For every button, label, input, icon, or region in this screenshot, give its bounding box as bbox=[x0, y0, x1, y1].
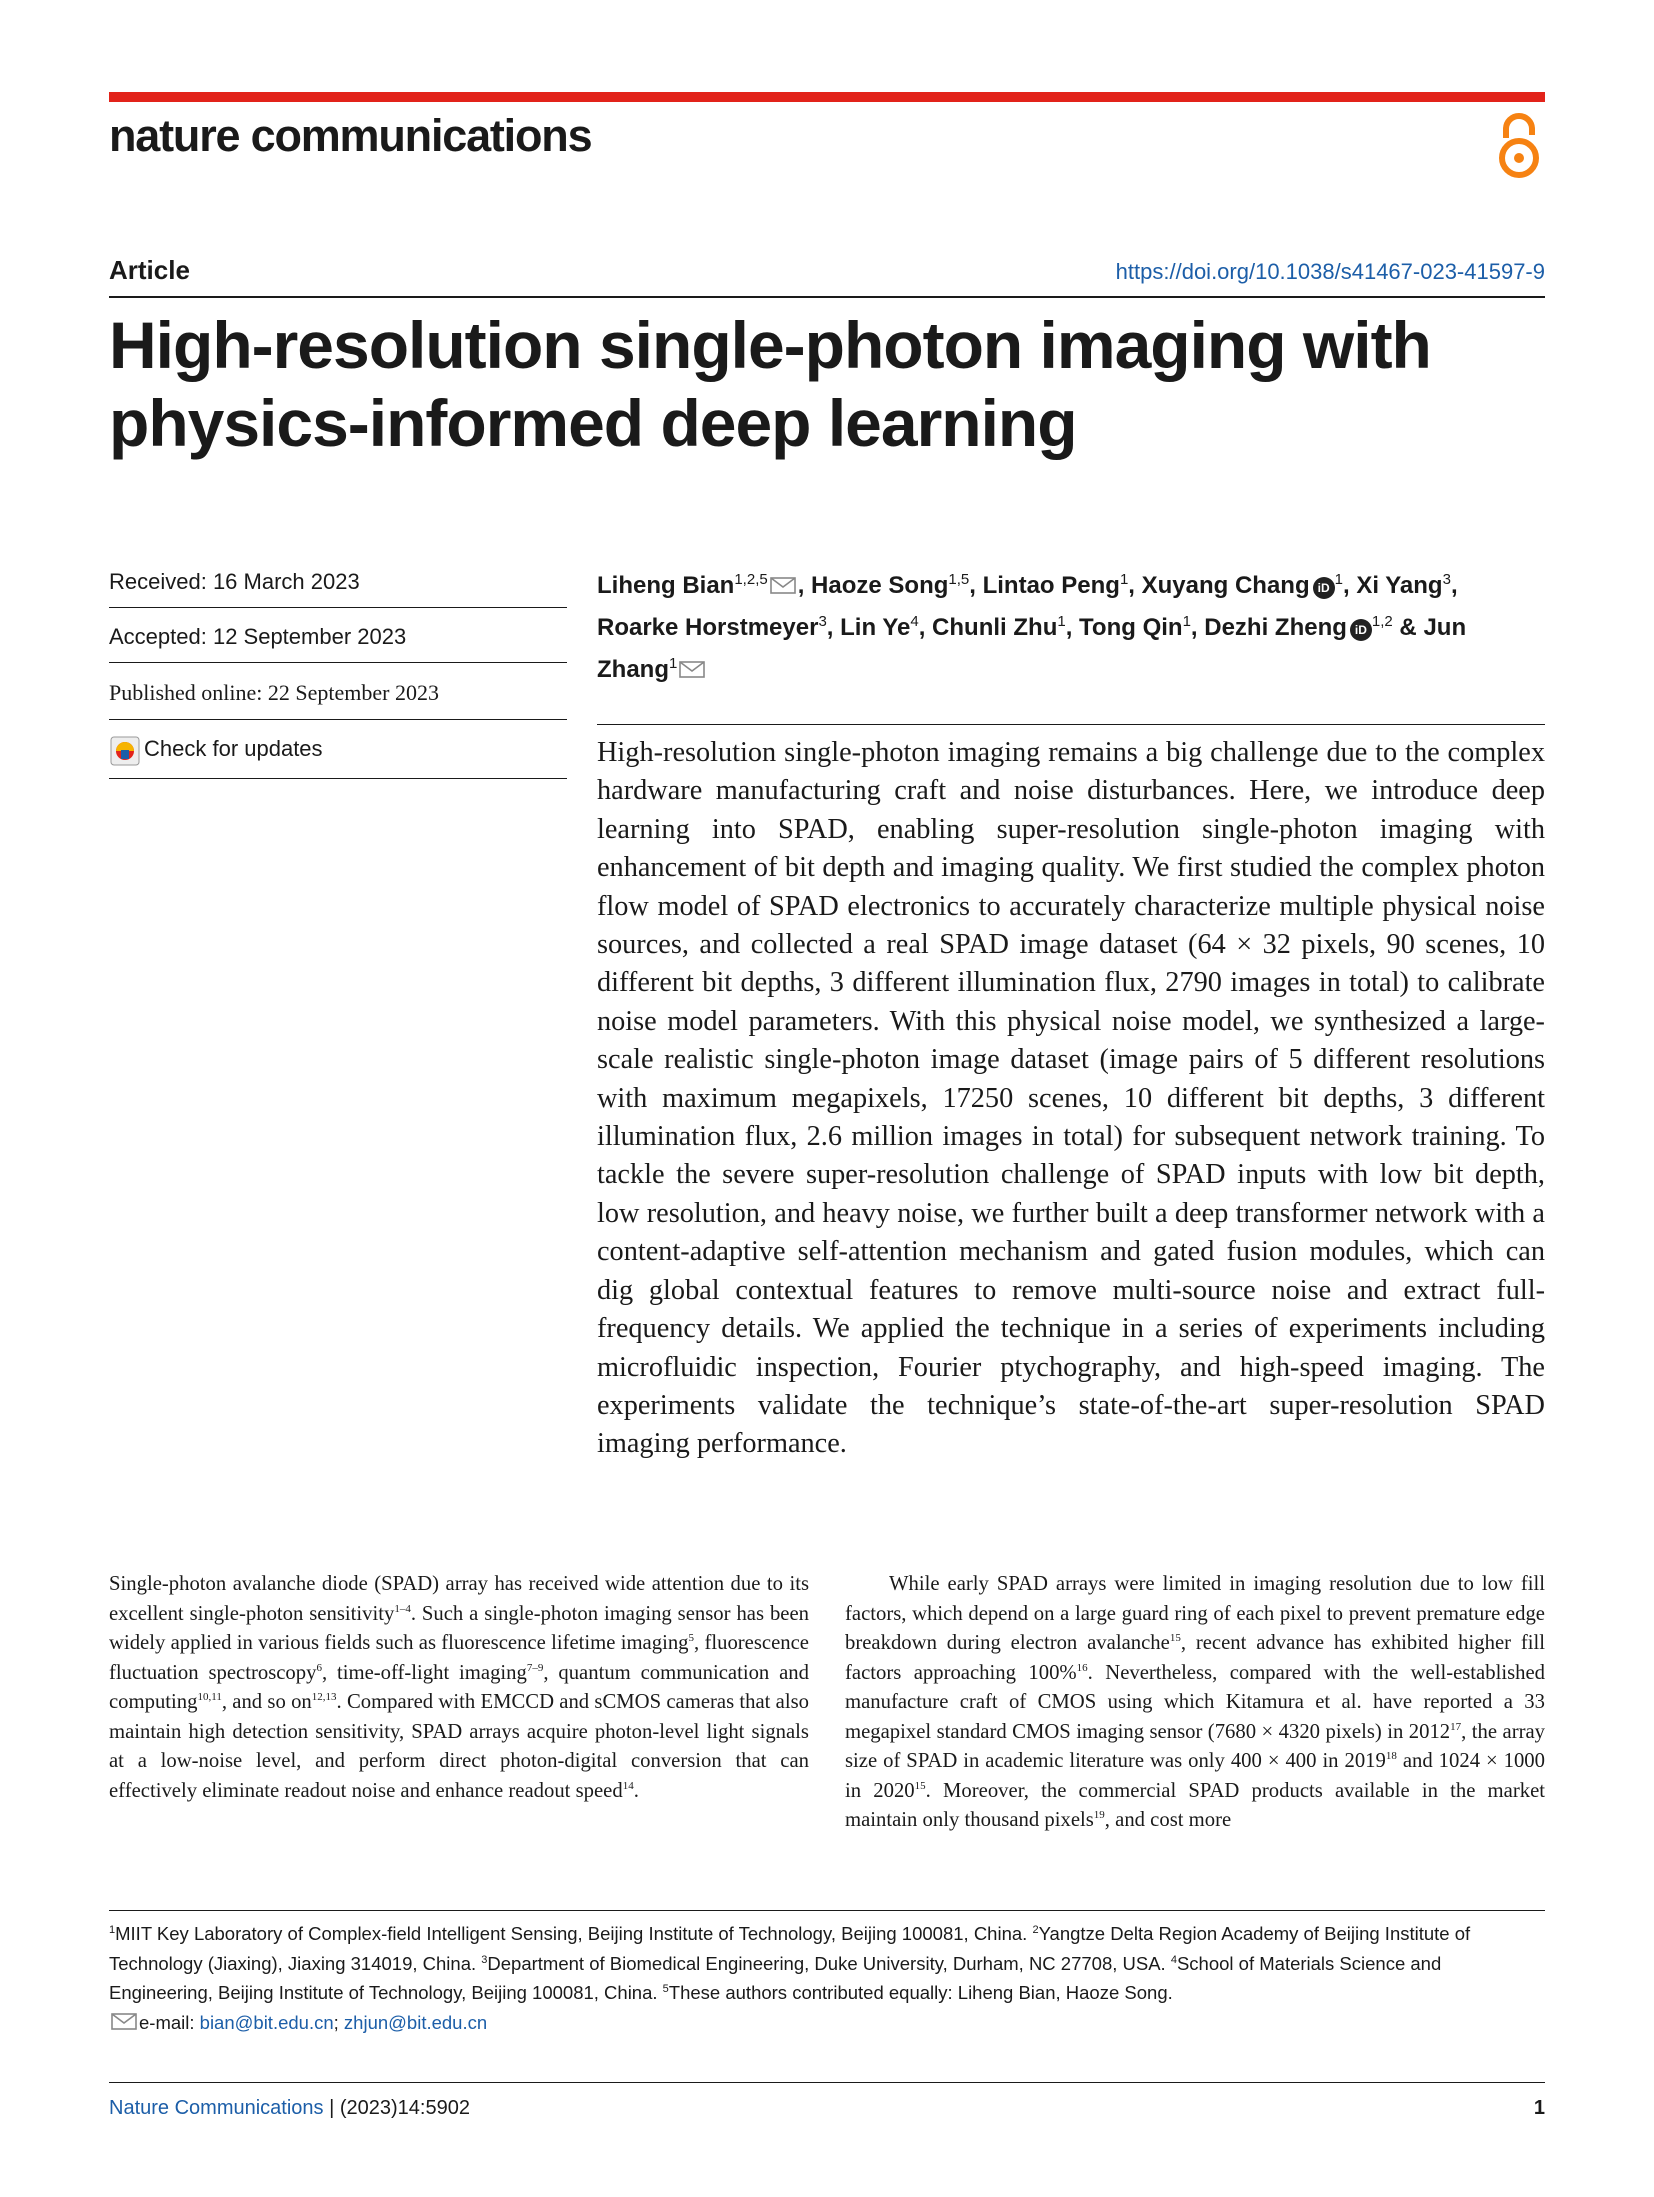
body-text: . Compared with EMCCD and sCMOS cameras that also maintain high detection sensitivity, SPAD arrays acquire photon-level light signals at a low-noise level, and perform direct photon-digital conversion that can effectively eliminate readout noise and enhance readout speed bbox=[109, 1691, 809, 1802]
meta-rule bbox=[109, 662, 567, 663]
title-line-2: physics-informed deep learning bbox=[109, 386, 1077, 460]
meta-rule bbox=[109, 607, 567, 608]
affiliation-text: These authors contributed equally: Liheng Bian, Haoze Song. bbox=[668, 1982, 1173, 2003]
email-separator: ; bbox=[333, 2011, 344, 2033]
body-text: . Nevertheless, compared with the well-established manufacture craft of CMOS using which Kitamura et al. have reported a 33 megapixel standard CMOS imaging sensor (7680 × 4320 pixels) in 2012 bbox=[845, 1661, 1546, 1743]
author-name: , Tong Qin bbox=[1065, 614, 1183, 641]
affiliation-number: 5 bbox=[662, 1982, 669, 1995]
affiliation-text: Department of Biomedical Engineering, Duke University, Durham, NC 27708, USA. bbox=[487, 1952, 1171, 1974]
author-name: , Lin Ye bbox=[826, 614, 911, 641]
email-label: e-mail: bbox=[139, 2011, 200, 2033]
mail-icon[interactable] bbox=[770, 577, 796, 594]
citation-ref[interactable]: 15 bbox=[1169, 1632, 1181, 1645]
body-text: , recent advance has exhibited higher fill factors approaching 100% bbox=[845, 1632, 1546, 1684]
email-link[interactable]: zhjun@bit.edu.cn bbox=[343, 2011, 488, 2033]
body-text: . Such a single-photon imaging sensor has been widely applied in various fields such as fluorescence lifetime imaging bbox=[109, 1602, 809, 1654]
citation-ref[interactable]: 19 bbox=[1093, 1809, 1105, 1822]
open-access-icon[interactable] bbox=[1494, 112, 1544, 182]
body-column-right bbox=[845, 1570, 1545, 1836]
affiliation-ref: 3 bbox=[1442, 571, 1451, 588]
citation-ref[interactable]: 12,13 bbox=[311, 1691, 337, 1704]
citation-ref[interactable]: 14 bbox=[622, 1779, 634, 1792]
body-column-left bbox=[109, 1570, 809, 1806]
body-text: , time-off-light imaging bbox=[321, 1661, 527, 1684]
affiliation-text: Yangtze Delta Region Academy of Beijing Institute of Technology (Jiaxing), Jiaxing 314019, China. bbox=[109, 1923, 1471, 1974]
citation-ref[interactable]: 6 bbox=[316, 1661, 322, 1674]
published-date: Published online: 22 September 2023 bbox=[109, 680, 439, 705]
author-name: , Chunli Zhu bbox=[918, 614, 1058, 641]
body-text: , and cost more bbox=[1104, 1809, 1232, 1831]
author-name: , Haoze Song bbox=[797, 572, 949, 599]
body-text: , fluorescence fluctuation spectroscopy bbox=[109, 1632, 809, 1684]
meta-rule bbox=[109, 778, 567, 779]
citation-ref[interactable]: 17 bbox=[1450, 1720, 1462, 1733]
body-text: , the array size of SPAD in academic literature was only 400 × 400 in 2019 bbox=[845, 1720, 1545, 1772]
affiliation-ref: 1 bbox=[1119, 571, 1129, 588]
author-name: , Xi Yang bbox=[1342, 572, 1443, 599]
citation-ref[interactable]: 7–9 bbox=[526, 1661, 544, 1674]
author-name: , Roarke Horstmeyer bbox=[597, 572, 1458, 641]
affiliation-ref: 3 bbox=[818, 613, 827, 630]
body-text: , quantum communication and computing bbox=[109, 1661, 809, 1713]
header-accent-rule bbox=[109, 92, 1545, 102]
orcid-icon[interactable]: iD bbox=[1350, 619, 1372, 641]
affiliation-number: 2 bbox=[1032, 1923, 1039, 1936]
affiliation-text: MIIT Key Laboratory of Complex-field Intelligent Sensing, Beijing Institute of Technology, Beijing 100081, China. bbox=[115, 1923, 1033, 1944]
body-text: . Moreover, the commercial SPAD products available in the market maintain only thousand pixels bbox=[845, 1779, 1545, 1831]
affiliation-ref: 1,5 bbox=[948, 571, 970, 588]
author-name: Liheng Bian bbox=[597, 572, 735, 599]
affiliation-ref: 1,2,5 bbox=[734, 571, 768, 588]
body-text: and 1024 × 1000 in 2020 bbox=[845, 1750, 1545, 1802]
author-name: , Xuyang Chang bbox=[1128, 572, 1310, 599]
body-text: . bbox=[633, 1779, 639, 1802]
affiliations bbox=[109, 1919, 1545, 2037]
author-name: , Lintao Peng bbox=[969, 572, 1120, 599]
affiliation-ref: 4 bbox=[910, 613, 919, 630]
affiliation-text: School of Materials Science and Engineering, Beijing Institute of Technology, Beijing 100081, China. bbox=[109, 1952, 1442, 2003]
body-text: , and so on bbox=[221, 1691, 312, 1713]
citation-ref[interactable]: 15 bbox=[914, 1779, 926, 1792]
email-link[interactable]: bian@bit.edu.cn bbox=[199, 2011, 334, 2033]
author-name: , Dezhi Zheng bbox=[1190, 614, 1347, 641]
affiliation-number: 1 bbox=[109, 1923, 116, 1936]
received-date: Received: 16 March 2023 bbox=[109, 569, 360, 594]
check-updates-link[interactable]: Check for updates bbox=[144, 736, 323, 761]
page-number: 1 bbox=[1533, 2097, 1545, 2119]
affiliations-rule bbox=[109, 1910, 1545, 1911]
doi-link[interactable]: https://doi.org/10.1038/s41467-023-41597-9 bbox=[1115, 259, 1545, 284]
title-rule bbox=[109, 296, 1545, 298]
footer-journal-link[interactable]: Nature Communications bbox=[109, 2097, 324, 2119]
check-updates-icon[interactable] bbox=[110, 736, 140, 766]
author-name: Jun Zhang bbox=[597, 614, 1467, 683]
citation-ref[interactable]: 10,11 bbox=[197, 1691, 222, 1704]
journal-name: nature communications bbox=[109, 110, 592, 161]
author-ampersand: & bbox=[1392, 614, 1424, 641]
meta-rule bbox=[109, 719, 567, 720]
abstract: High-resolution single-photon imaging remains a big challenge due to the complex hardware manufacturing craft and noise disturbances. Here, we introduce deep learning into SPAD, enabling super-resolution single-photon imaging with enhancement of bit depth and imaging quality. We first studied the complex photon flow model of SPAD electronics to accurately characterize multiple physical noise sources, and collected a real SPAD image dataset (64 × 32 pixels, 90 scenes, 10 different bit depths, 3 different illumination flux, 2790 images in total) to calibrate noise model parameters. With this physical noise model, we synthesized a large-scale realistic single-photon image dataset (image pairs of 5 different resolutions with maximum megapixels, 17250 scenes, 10 different bit depths, 3 different illumination flux, 2.6 million images in total) for subsequent network training. To tackle the severe super-resolution challenge of SPAD inputs with low bit depth, low resolution, and heavy noise, we further built a deep transformer network with a content-adaptive self-attention mechanism and gated fusion modules, which can dig global contextual features to remove multi-source noise and extract full-frequency details. We applied the technique in a series of experiments including microfluidic inspection, Fourier ptychography, and high-speed imaging. The experiments validate the technique’s state-of-the-art super-resolution SPAD imaging performance. bbox=[597, 737, 1545, 1460]
citation-ref[interactable]: 16 bbox=[1076, 1661, 1088, 1674]
accepted-date: Accepted: 12 September 2023 bbox=[109, 624, 407, 649]
mail-icon[interactable] bbox=[679, 661, 705, 678]
author-list bbox=[597, 562, 1545, 688]
citation-ref[interactable]: 18 bbox=[1385, 1750, 1397, 1763]
affiliation-number: 4 bbox=[1170, 1953, 1177, 1966]
orcid-icon[interactable]: iD bbox=[1313, 577, 1335, 599]
affiliation-ref: 1 bbox=[669, 655, 678, 672]
affiliation-ref: 1 bbox=[1182, 613, 1191, 630]
abstract-rule bbox=[597, 724, 1545, 725]
affiliation-number: 3 bbox=[481, 1953, 488, 1966]
citation-ref[interactable]: 5 bbox=[688, 1632, 695, 1645]
article-type: Article bbox=[109, 255, 190, 285]
footer-rule bbox=[109, 2082, 1545, 2083]
footer-volume: | (2023)14:5902 bbox=[323, 2097, 470, 2119]
affiliation-ref: 1 bbox=[1334, 571, 1343, 588]
citation-ref[interactable]: 1–4 bbox=[394, 1602, 411, 1615]
affiliation-ref: 1,2 bbox=[1371, 613, 1393, 630]
footer-citation bbox=[109, 2097, 470, 2120]
mail-icon bbox=[111, 2013, 137, 2030]
title-line-1: High-resolution single-photon imaging with bbox=[109, 308, 1431, 382]
body-text: While early SPAD arrays were limited in imaging resolution due to low fill factors, which depend on a large guard ring of each pixel to prevent premature edge breakdown during electron avalanche bbox=[845, 1573, 1545, 1654]
affiliation-ref: 1 bbox=[1057, 613, 1066, 630]
article-title bbox=[109, 306, 1569, 462]
body-text: Single-photon avalanche diode (SPAD) array has received wide attention due to its excellent single-photon sensitivity bbox=[109, 1573, 809, 1625]
